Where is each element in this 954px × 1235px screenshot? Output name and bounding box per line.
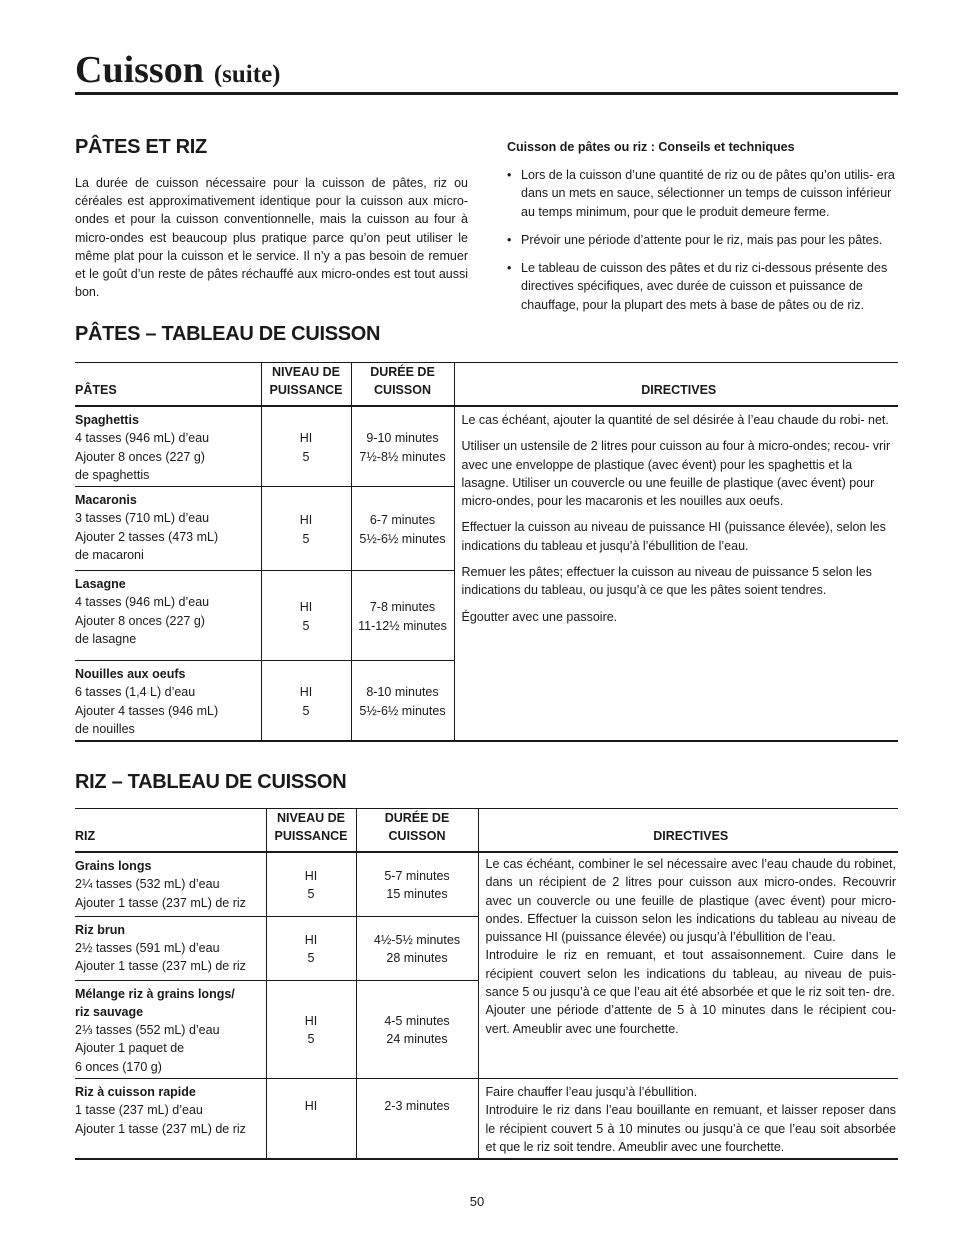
column-header-level: NIVEAU DE PUISSANCE <box>266 809 356 853</box>
time-cell: 9-10 minutes 7½-8½ minutes <box>351 406 454 487</box>
table-row <box>75 852 898 916</box>
title-rule <box>75 92 898 95</box>
time-cell: 7-8 minutes 11-12½ minutes <box>351 571 454 661</box>
tips-list <box>507 166 900 324</box>
rice-cell: Grains longs 2¼ tasses (532 mL) d’eau Ajouter 1 tasse (237 mL) de riz <box>75 852 266 916</box>
time-cell: 4½-5½ minutes 28 minutes <box>356 916 478 980</box>
directions-cell: Le cas échéant, combiner le sel nécessaire avec l’eau chaude du robinet, dans un récipient de 2 litres pour cuisson aux micro-ondes. Recouvrir avec un couvercle ou une feuille de plastique (avec évent) pour micro-ondes. Effectuer la cuisson selon les indications du tableau au niveau de puissance HI (puissance élevée) ou jusqu’à l’ébullition de l’eau. Introduire le riz en remuant, et tout assaisonnement. Cuire dans le récipient couvert selon les indications du tableau, au niveau de puis- sance 5 ou jusqu’à ce que l’eau ait été absorbée et que le riz soit ten- dre. Ajouter une période d’attente de 5 à 10 minutes dans le récipient cou- vert. Ameublir avec une fourchette. <box>478 852 898 1078</box>
level-cell: HI 5 <box>266 980 356 1078</box>
rice-table-heading: RIZ – TABLEAU DE CUISSON <box>75 771 347 793</box>
level-cell: HI <box>266 1078 356 1159</box>
level-cell: HI 5 <box>266 916 356 980</box>
column-header-item: RIZ <box>75 809 266 853</box>
level-cell: HI 5 <box>261 571 351 661</box>
time-cell: 6-7 minutes 5½-6½ minutes <box>351 487 454 571</box>
time-cell: 8-10 minutes 5½-6½ minutes <box>351 661 454 742</box>
column-header-time: DURÉE DE CUISSON <box>351 363 454 407</box>
list-item <box>507 231 900 249</box>
pasta-cooking-table <box>75 362 898 742</box>
pasta-cell: Lasagne 4 tasses (946 mL) d’eau Ajouter 8 onces (227 g) de lasagne <box>75 571 261 661</box>
directions-cell: Le cas échéant, ajouter la quantité de sel désirée à l’eau chaude du robi- net. Utiliser un ustensile de 2 litres pour cuisson au four à micro-ondes; recou- vrir avec une enveloppe de plastique (avec évent) pour les spaghettis et la lasagne. Utiliser un couvercle ou une feuille de plastique (avec évent) pour micro-ondes, pour les macaronis et les nouilles aux oeufs. Effectuer la cuisson au niveau de puissance HI (puissance élevée), selon les indications du tableau et jusqu’à l’ébullition de l’eau. Remuer les pâtes; effectuer la cuisson au niveau de puissance 5 selon les indications du tableau, ou jusqu’à ce que les pâtes soient tendres. Égoutter avec une passoire. <box>454 406 898 741</box>
rice-cooking-table <box>75 808 898 1160</box>
level-cell: HI 5 <box>261 487 351 571</box>
rice-cell: Riz à cuisson rapide 1 tasse (237 mL) d’eau Ajouter 1 tasse (237 mL) de riz <box>75 1078 266 1159</box>
column-header-time: DURÉE DE CUISSON <box>356 809 478 853</box>
column-header-directions: DIRECTIVES <box>478 809 898 853</box>
bullet-icon: • <box>507 168 512 182</box>
page-title <box>75 48 898 92</box>
tips-heading: Cuisson de pâtes ou riz : Conseils et techniques <box>507 140 795 154</box>
tip-text: Prévoir une période d’attente pour le riz, mais pas pour les pâtes. <box>521 232 883 247</box>
time-cell: 5-7 minutes 15 minutes <box>356 852 478 916</box>
list-item <box>507 259 900 314</box>
column-header-level: NIVEAU DE PUISSANCE <box>261 363 351 407</box>
time-cell: 2-3 minutes <box>356 1078 478 1159</box>
intro-heading: PÂTES ET RIZ <box>75 136 207 158</box>
rice-cell: Mélange riz à grains longs/ riz sauvage 2⅓ tasses (552 mL) d’eau Ajouter 1 paquet de 6 onces (170 g) <box>75 980 266 1078</box>
pasta-cell: Nouilles aux oeufs 6 tasses (1,4 L) d’eau Ajouter 4 tasses (946 mL) de nouilles <box>75 661 261 742</box>
level-cell: HI 5 <box>261 406 351 487</box>
pasta-table-heading: PÂTES – TABLEAU DE CUISSON <box>75 323 381 345</box>
directions-cell: Faire chauffer l’eau jusqu’à l’ébullition. Introduire le riz dans l’eau bouillante en remuant, et laisser reposer dans le récipient couvert 5 à 10 minutes ou jusqu’à ce que l’eau soit absorbée et que le riz soit tendre. Ameublir avec une fourchette. <box>478 1078 898 1159</box>
rice-cell: Riz brun 2½ tasses (591 mL) d’eau Ajouter 1 tasse (237 mL) de riz <box>75 916 266 980</box>
column-header-item: PÂTES <box>75 363 261 407</box>
bullet-icon: • <box>507 261 512 276</box>
level-cell: HI 5 <box>261 661 351 742</box>
table-row <box>75 1078 898 1159</box>
time-cell: 4-5 minutes 24 minutes <box>356 980 478 1078</box>
tip-text: Le tableau de cuisson des pâtes et du riz ci-dessous présente des directives spécifiques, avec durée de cuisson et puissance de chauffage, pour la plupart des mets à base de pâtes ou de riz. <box>521 261 888 312</box>
pasta-cell: Macaronis 3 tasses (710 mL) d’eau Ajouter 2 tasses (473 mL) de macaroni <box>75 487 261 571</box>
level-cell: HI 5 <box>266 852 356 916</box>
tip-text: Lors de la cuisson d’une quantité de riz ou de pâtes qu’on utilis- era dans un mets en sauce, sélectionner un temps de cuisson inférieur au temps minimum, pour que le produit demeure ferme. <box>521 168 895 219</box>
page-number: 50 <box>469 1194 485 1209</box>
list-item <box>507 166 900 221</box>
table-row <box>75 406 898 487</box>
bullet-icon: • <box>507 232 512 247</box>
table-header-row <box>75 363 898 407</box>
intro-paragraph: La durée de cuisson nécessaire pour la cuisson de pâtes, riz ou céréales est approximativement identique pour la cuisson aux micro-ondes et pour la cuisson conventionnelle, mais la cuisson au four à micro-ondes est beaucoup plus pratique parce qu’on peut utiliser le même plat pour la cuisson et le service. Il n’y a pas besoin de remuer et le goût d’un reste de pâtes réchauffé aux micro-ondes est tout aussi bon. <box>75 176 468 300</box>
title-subtitle: (suite) <box>213 61 281 88</box>
pasta-cell: Spaghettis 4 tasses (946 mL) d’eau Ajouter 8 onces (227 g) de spaghettis <box>75 406 261 487</box>
table-header-row <box>75 809 898 853</box>
column-header-directions: DIRECTIVES <box>454 363 898 407</box>
title-main: Cuisson <box>75 49 204 91</box>
